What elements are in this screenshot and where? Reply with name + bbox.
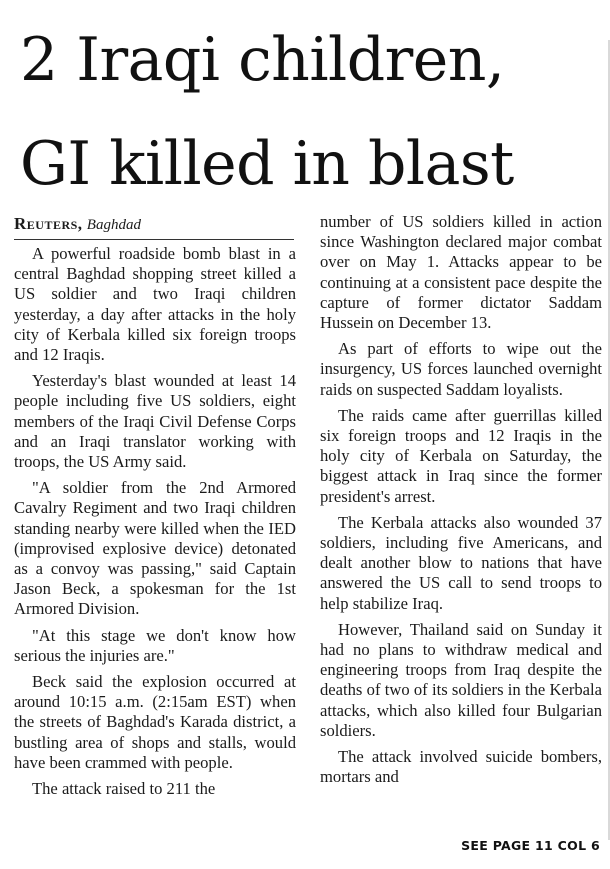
article-column-left (14, 212, 296, 805)
paragraph: Beck said the explosion occurred at around 10:15 a.m. (2:15am EST) when the streets of Baghdad's Karada district, a bustling area of shops and stalls, would have been crammed with people. (14, 672, 296, 772)
headline (20, 8, 600, 216)
byline (14, 212, 294, 240)
headline-line-1: 2 Iraqi children, (20, 25, 505, 95)
paragraph: Yesterday's blast wounded at least 14 people including five US soldiers, eight members of the Iraqi Civil Defense Corps and an Iraqi translator working with troops, the US Army said. (14, 371, 296, 472)
jump-line: SEE PAGE 11 COL 6 (461, 838, 600, 853)
headline-line-2: GI killed in blast (20, 129, 514, 199)
byline-place: Baghdad (86, 217, 141, 233)
paragraph: However, Thailand said on Sunday it had no plans to withdraw medical and engineering troops from Iraq despite the deaths of two of its soldiers in the Kerbala attacks, which also killed four Bulgarian soldiers. (320, 619, 602, 740)
paragraph: A powerful roadside bomb blast in a central Baghdad shopping street killed a US soldier and two Iraqi children yesterday, a day after attacks in the holy city of Kerbala killed six foreign troops and 12 Iraqis. (14, 244, 296, 365)
paragraph: As part of efforts to wipe out the insurgency, US forces launched overnight raids on suspected Saddam loyalists. (320, 339, 602, 399)
paragraph: The raids came after guerrillas killed six foreign troops and 12 Iraqis in the holy city of Kerbala on Saturday, the biggest attack in Iraq since the former president's arrest. (320, 405, 602, 506)
byline-agency: Reuters, (14, 214, 83, 233)
paragraph: "A soldier from the 2nd Armored Cavalry Regiment and two Iraqi children standing nearby were killed when the IED (improvised explosive device) detonated as a convoy was passing," said Captain Jason Beck, a spokesman for the 1st Armored Division. (14, 478, 296, 619)
paragraph-continued: number of US soldiers killed in action since Washington declared major combat over on May 1. Attacks appear to be continuing at a consistent pace despite the capture of former dictator Saddam Hussein on December 13. (320, 212, 602, 333)
paragraph: The attack involved suicide bombers, mortars and (320, 747, 602, 787)
paragraph: "At this stage we don't know how serious the injuries are." (14, 625, 296, 665)
paragraph: The attack raised to 211 the (32, 779, 216, 799)
article-column-right (320, 212, 602, 793)
paragraph: The Kerbala attacks also wounded 37 soldiers, including five Americans, and dealt another blow to nations that have answered the US call to send troops to help stabilize Iraq. (320, 512, 602, 613)
